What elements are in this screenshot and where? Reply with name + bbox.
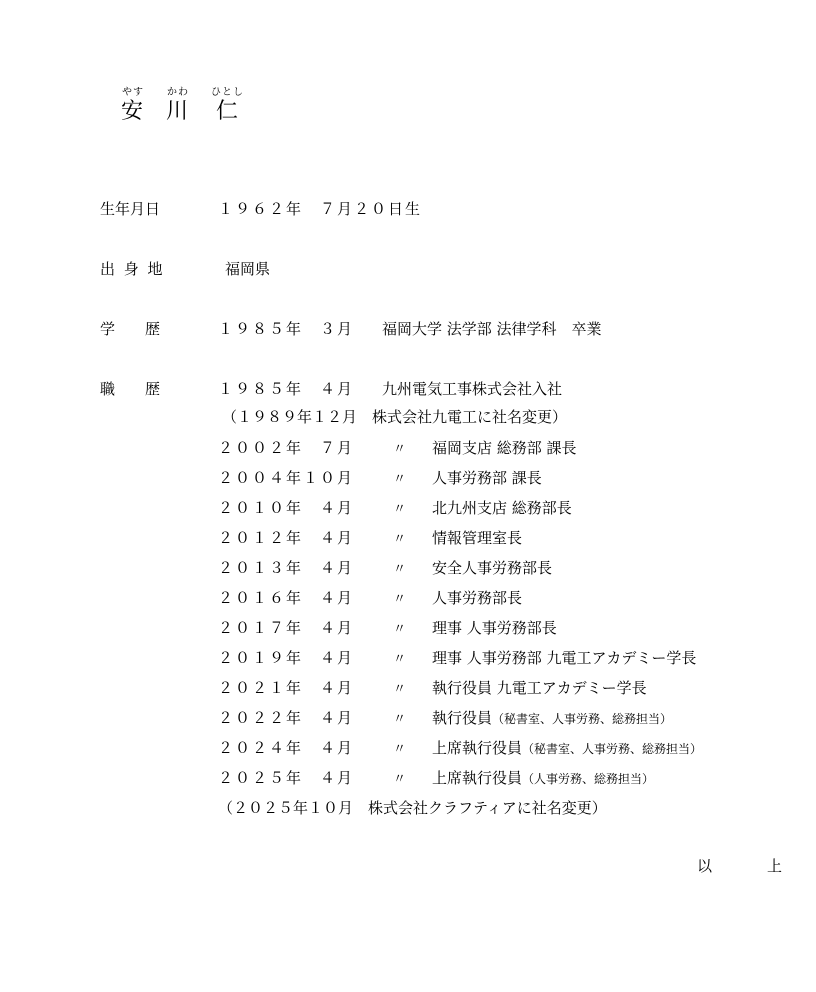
ditto-mark: 〃 (393, 502, 407, 517)
career-note-1: （１９８９年１２月 株式会社九電工に社名変更） (222, 408, 568, 426)
career-row-text (432, 437, 577, 458)
career-row-title: 理事 人事労務部 九電工アカデミー学長 (432, 649, 697, 667)
career-row-date: ２００２年 ７月 (218, 439, 355, 457)
career-row-date: ２０１３年 ４月 (218, 559, 355, 577)
ditto-mark: 〃 (393, 682, 407, 697)
career-row-text (432, 467, 542, 488)
name-reading-3: ひとし (211, 87, 244, 98)
birthplace-label: 出 身 地 (100, 260, 165, 278)
career-row-text (432, 617, 557, 638)
career-row-title: 執行役員 (432, 709, 493, 727)
career-row-subtext: （秘書室、人事労務、総務担当） (522, 742, 703, 756)
career-first-text: 九州電気工事株式会社入社 (382, 380, 563, 398)
name-char-1: 安 (121, 99, 144, 124)
career-row-date: ２０２２年 ４月 (218, 709, 355, 727)
career-row-title: 福岡支店 総務部 課長 (432, 439, 577, 457)
ditto-mark: 〃 (393, 442, 407, 457)
career-row-subtext: （人事労務、総務担当） (522, 772, 655, 786)
career-row-date: ２０２５年 ４月 (218, 769, 355, 787)
education-date: １９８５年 ３月 (218, 320, 355, 338)
career-row-text (432, 767, 654, 788)
birthplace-value: 福岡県 (225, 260, 271, 278)
ditto-mark: 〃 (393, 532, 407, 547)
career-row-date: ２０１６年 ４月 (218, 589, 355, 607)
career-label: 職 歴 (100, 380, 161, 398)
career-row-title: 安全人事労務部長 (432, 559, 553, 577)
career-row-title: 人事労務部 課長 (432, 469, 542, 487)
career-row-text (432, 497, 572, 518)
career-row-date: ２０１９年 ４月 (218, 649, 355, 667)
career-row-text (432, 647, 696, 668)
career-row-title: 上席執行役員 (432, 769, 523, 787)
career-row-date: ２０２４年 ４月 (218, 739, 355, 757)
career-row-date: ２００４年１０月 (218, 469, 355, 487)
career-row-date: ２０１２年 ４月 (218, 529, 355, 547)
career-row-date: ２０１０年 ４月 (218, 499, 355, 517)
ditto-mark: 〃 (393, 772, 407, 787)
birth-value: １９６２年 ７月２０日生 (218, 200, 423, 218)
ditto-mark: 〃 (393, 592, 407, 607)
career-row-text (432, 737, 702, 758)
career-row-subtext: （秘書室、人事労務、総務担当） (492, 712, 673, 726)
career-row-title: 執行役員 九電工アカデミー学長 (432, 679, 647, 697)
ditto-mark: 〃 (393, 742, 407, 757)
career-row-text (432, 587, 522, 608)
name-char-2: 川 (166, 99, 189, 124)
career-row-title: 人事労務部長 (432, 589, 523, 607)
ditto-mark: 〃 (393, 652, 407, 667)
career-row-title: 情報管理室長 (432, 529, 523, 547)
career-note-2: （２０２５年１０月 株式会社クラフティアに社名変更） (218, 799, 607, 817)
career-row-text (432, 527, 522, 548)
career-row-text (432, 557, 552, 578)
career-row-date: ２０１７年 ４月 (218, 619, 355, 637)
career-row-text (432, 707, 672, 728)
career-row-date: ２０２１年 ４月 (218, 679, 355, 697)
name-char-3: 仁 (216, 99, 239, 124)
career-row-title: 北九州支店 総務部長 (432, 499, 572, 517)
ditto-mark: 〃 (393, 712, 407, 727)
career-row-title: 理事 人事労務部長 (432, 619, 557, 637)
name-reading-1: やす (122, 87, 144, 98)
ditto-mark: 〃 (393, 622, 407, 637)
birth-label: 生年月日 (100, 200, 161, 218)
name-reading-2: かわ (167, 87, 189, 98)
career-first-date: １９８５年 ４月 (218, 380, 355, 398)
ditto-mark: 〃 (393, 562, 407, 577)
education-label: 学 歴 (100, 320, 161, 338)
ditto-mark: 〃 (393, 472, 407, 487)
closing-text: 以 上 (697, 857, 803, 875)
career-row-title: 上席執行役員 (432, 739, 523, 757)
career-row-text (432, 677, 647, 698)
education-text: 福岡大学 法学部 法律学科 卒業 (382, 320, 602, 338)
